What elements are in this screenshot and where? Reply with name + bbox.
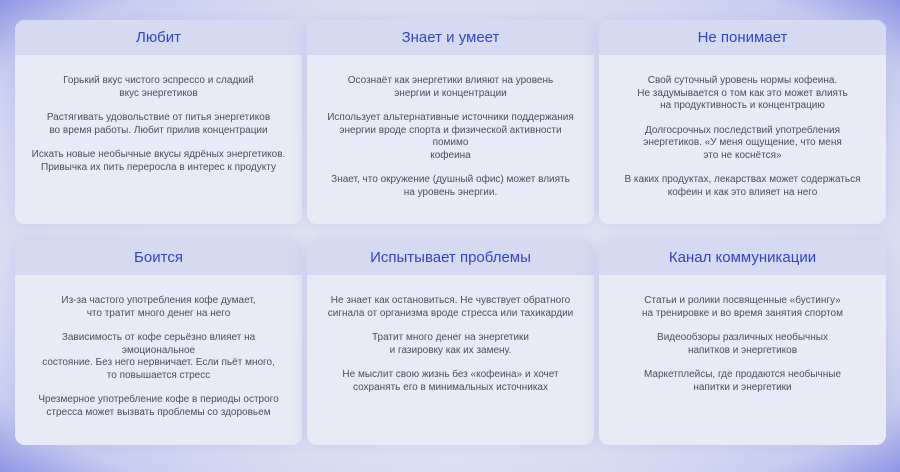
card-body xyxy=(15,55,302,184)
card-paragraph: Чрезмерное употребление кофе в периоды острого стресса может вызвать проблемы со здоровьем xyxy=(38,394,279,418)
card-paragraph: Растягивать удовольствие от питья энергетиков во время работы. Любит прилив концентрации xyxy=(46,112,271,136)
card-body xyxy=(599,275,886,404)
card-paragraph: Горький вкус чистого эспрессо и сладкий вкус энергетиков xyxy=(63,75,254,99)
card-paragraph: Знает, что окружение (душный офис) может влиять на уровень энергии. xyxy=(331,174,570,198)
card-does-not-understand xyxy=(599,20,886,224)
card-body xyxy=(599,55,886,209)
card-paragraph: Осознаёт как энергетики влияют на уровень энергии и концентрации xyxy=(347,75,554,99)
card-body xyxy=(307,55,594,209)
card-paragraph: Зависимость от кофе серьёзно влияет на эмоциональное состояние. Без него нервничает. Если пьёт много, то повышается стресс xyxy=(42,332,275,381)
card-paragraph: Маркетплейсы, где продаются необычные напитки и энергетики xyxy=(643,369,842,393)
card-title: Боится xyxy=(15,240,302,275)
card-paragraph: В каких продуктах, лекарствах может содержаться кофеин и как это влияет на него xyxy=(624,174,861,198)
card-body xyxy=(307,275,594,404)
card-paragraph: Использует альтернативные источники поддержания энергии вроде спорта и физической активности помимо кофеина xyxy=(327,112,574,161)
card-paragraph: Видеообзоры различных необычных напитков и энергетиков xyxy=(657,332,828,356)
card-title: Испытывает проблемы xyxy=(307,240,594,275)
card-communication-channel xyxy=(599,240,886,445)
card-body xyxy=(15,275,302,429)
card-likes xyxy=(15,20,302,224)
card-paragraph: Не мыслит свою жизнь без «кофеина» и хочет сохранять его в минимальных источниках xyxy=(342,369,559,393)
card-title: Знает и умеет xyxy=(307,20,594,55)
card-problems xyxy=(307,240,594,445)
card-paragraph: Не знает как остановиться. Не чувствует обратного сигнала от организма вроде стресса или тахикардии xyxy=(327,295,574,319)
card-paragraph: Свой суточный уровень нормы кофеина. Не задумывается о том как это может влиять на продуктивность и концентрацию xyxy=(637,75,848,111)
card-paragraph: Долгосрочных последствий употребления энергетиков. «У меня ощущение, что меня это не коснётся» xyxy=(643,124,842,161)
card-paragraph: Искать новые необычные вкусы ядрёных энергетиков. Привычка их пить переросла в интерес к продукту xyxy=(31,149,286,173)
persona-card-grid xyxy=(15,20,885,445)
card-title: Канал коммуникации xyxy=(599,240,886,275)
card-knows-and-can xyxy=(307,20,594,224)
card-paragraph: Статьи и ролики посвященные «бустингу» на тренировке и во время занятия спортом xyxy=(641,295,843,319)
card-paragraph: Тратит много денег на энергетики и газировку как их замену. xyxy=(371,332,529,356)
card-title: Любит xyxy=(15,20,302,55)
card-fears xyxy=(15,240,302,445)
card-paragraph: Из-за частого употребления кофе думает, что тратит много денег на него xyxy=(61,295,256,319)
card-title: Не понимает xyxy=(599,20,886,55)
